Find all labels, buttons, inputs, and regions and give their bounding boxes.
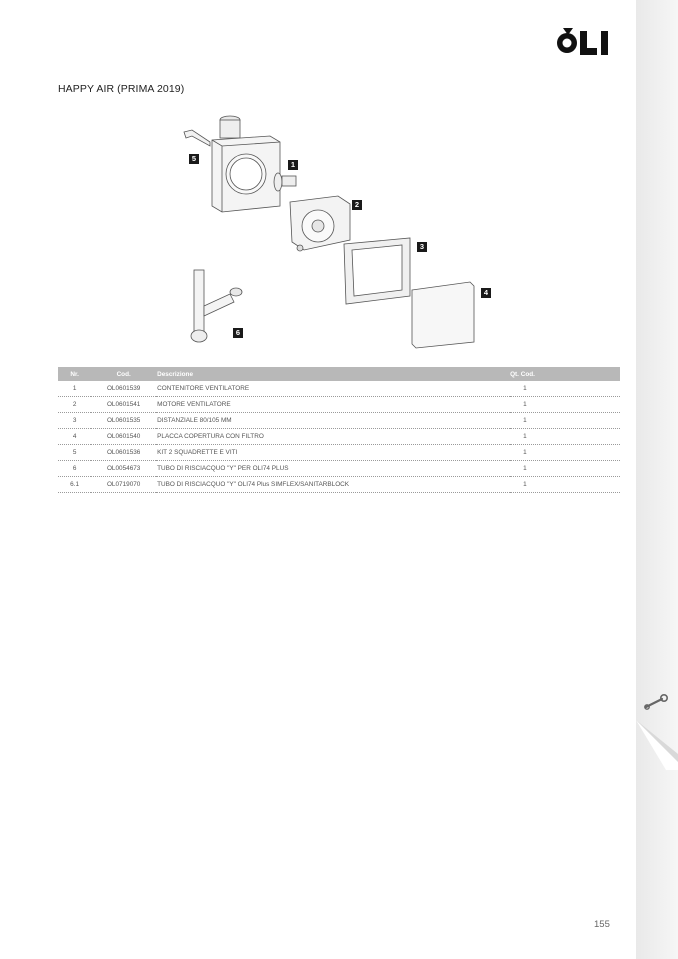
callout-2: 2 [352,200,362,210]
page-corner-fold [636,700,678,770]
cell-qt: 1 [510,381,620,397]
page-title: HAPPY AIR (PRIMA 2019) [58,83,185,95]
oli-logo [556,26,620,58]
callout-1: 1 [288,160,298,170]
cell-nr: 5 [58,445,91,461]
cell-nr: 3 [58,413,91,429]
cell-cod: OL0601540 [91,429,156,445]
parts-illustration [170,110,500,360]
cell-descrizione: TUBO DI RISCIACQUO "Y" PER OLI74 PLUS [156,461,510,477]
cell-qt: 1 [510,477,620,493]
cell-descrizione: TUBO DI RISCIACQUO "Y" OLI74 Plus SIMFLEX/SANITARBLOCK [156,477,510,493]
table-row [58,477,620,493]
header-cod: Cod. [116,370,131,378]
callout-5: 5 [189,154,199,164]
page-number: 155 [594,919,610,930]
cell-descrizione: KIT 2 SQUADRETTE E VITI [156,445,510,461]
callout-6: 6 [233,328,243,338]
cell-cod: OL0601541 [91,397,156,413]
cell-cod: OL0719070 [91,477,156,493]
cell-qt: 1 [510,413,620,429]
callout-4: 4 [481,288,491,298]
table-row [58,461,620,477]
table-row [58,397,620,413]
cell-nr: 6.1 [58,477,91,493]
cell-descrizione: DISTANZIALE 80/105 MM [156,413,510,429]
cell-descrizione: PLACCA COPERTURA CON FILTRO [156,429,510,445]
cell-nr: 2 [58,397,91,413]
table-header-row [58,367,620,381]
cell-cod: OL0601539 [91,381,156,397]
exploded-parts-diagram [170,110,500,360]
callout-3: 3 [417,242,427,252]
side-strip [636,0,678,959]
header-qt-cod: Qt. Cod. [510,370,535,378]
cell-qt: 1 [510,429,620,445]
wrench-icon [644,694,670,710]
cell-nr: 6 [58,461,91,477]
cell-descrizione: CONTENITORE VENTILATORE [156,381,510,397]
cell-nr: 4 [58,429,91,445]
table-row [58,445,620,461]
parts-table [58,367,620,493]
table-row [58,429,620,445]
cell-qt: 1 [510,461,620,477]
cell-cod: OL0601536 [91,445,156,461]
cell-cod: OL0054673 [91,461,156,477]
cell-nr: 1 [58,381,91,397]
header-nr: Nr. [70,370,79,378]
cell-qt: 1 [510,445,620,461]
header-descrizione: Descrizione [157,370,194,378]
table-row [58,381,620,397]
table-row [58,413,620,429]
cell-descrizione: MOTORE VENTILATORE [156,397,510,413]
cell-cod: OL0601535 [91,413,156,429]
cell-qt: 1 [510,397,620,413]
